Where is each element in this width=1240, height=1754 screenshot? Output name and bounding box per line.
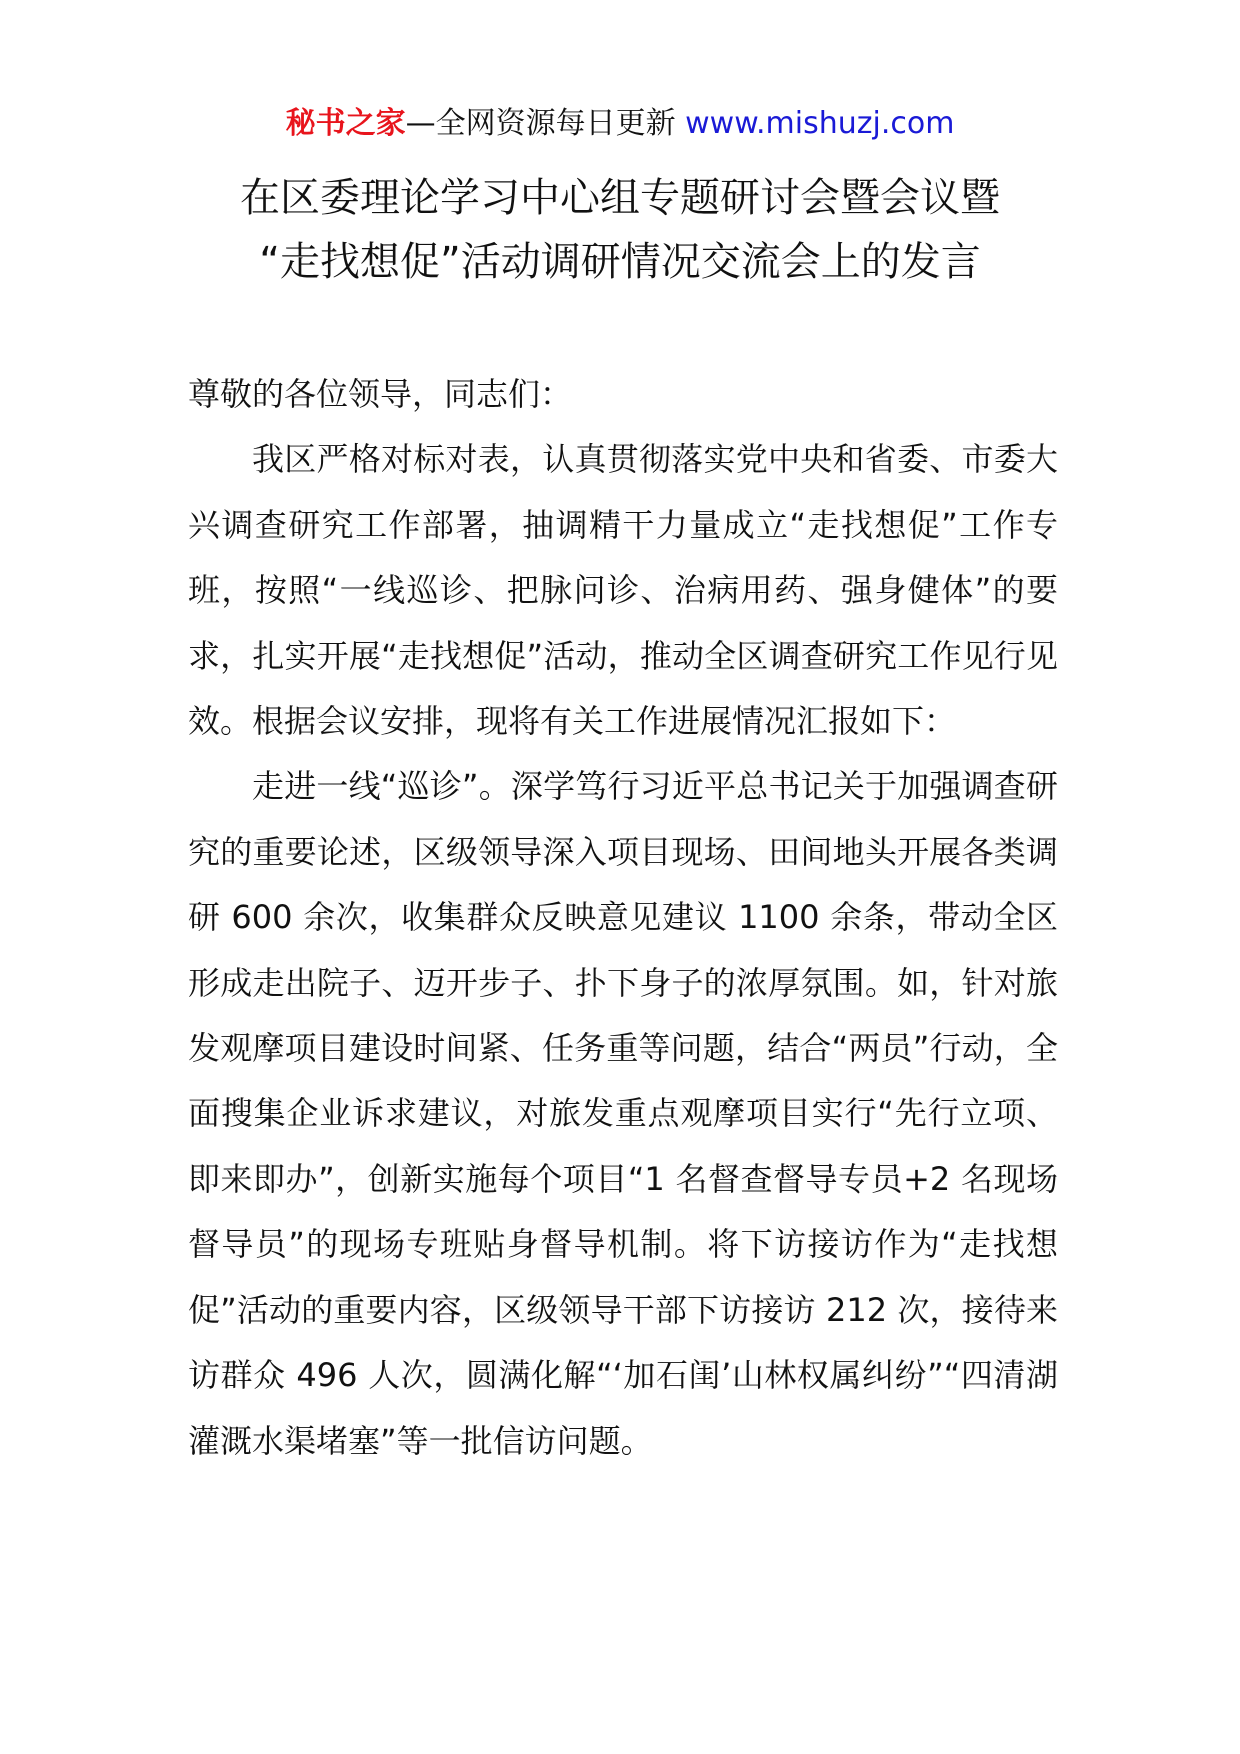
document-title — [0, 166, 1240, 294]
header-url-link[interactable]: www.mishuzj.com — [685, 106, 955, 141]
header-slogan: —全网资源每日更新 — [405, 106, 676, 141]
paragraph-intro: 我区严格对标对表，认真贯彻落实党中央和省委、市委大兴调查研究工作部署，抽调精干力量成立“走找想促”工作专班，按照“一线巡诊、把脉问诊、治病用药、强身健体”的要求，扎实开展“走找想促”活动，推动全区调查研究工作见行见效。根据会议安排，现将有关工作进展情况汇报如下： — [188, 440, 1058, 741]
salutation: 尊敬的各位领导，同志们： — [188, 375, 573, 413]
document-body — [188, 362, 1058, 1474]
header-brand: 秘书之家 — [285, 106, 406, 141]
title-line-2: “走找想促”活动调研情况交流会上的发言 — [259, 239, 981, 285]
title-line-1: 在区委理论学习中心组专题研讨会暨会议暨 — [240, 175, 1000, 221]
header-banner — [0, 102, 1240, 146]
paragraph-section-1: 走进一线“巡诊”。深学笃行习近平总书记关于加强调查研究的重要论述，区级领导深入项目现场、田间地头开展各类调研 600 余次，收集群众反映意见建议 1100 余条，带动全区形成走出院子、迈开步子、扑下身子的浓厚氛围。如，针对旅发观摩项目建设时间紧、任务重等问题，结合“两员”行动，全面搜集企业诉求建议，对旅发重点观摩项目实行“先行立项、即来即办”，创新实施每个项目“1 名督查督导专员+2 名现场督导员”的现场专班贴身督导机制。将下访接访作为“走找想促”活动的重要内容，区级领导干部下访接访 212 次，接待来访群众 496 人次，圆满化解“‘加石闺’山林权属纠纷”“四清湖灌溉水渠堵塞”等一批信访问题。 — [188, 767, 1058, 1460]
